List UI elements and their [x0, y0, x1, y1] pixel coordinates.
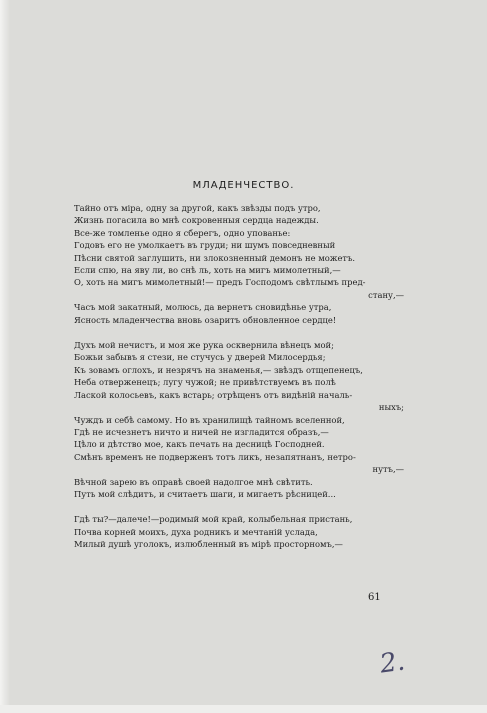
poem-line: Неба отверженецъ; лугу чужой; не привѣтствуемъ въ полѣ [74, 377, 336, 388]
poem-line: Часъ мой закатный, молюсь, да вернетъ сновидѣнье утра, [74, 302, 332, 313]
poem-line: Божьи забывъ я стези, не стучусь у дверей Милосердья; [74, 352, 326, 363]
poem-line: Къ зовамъ оглохъ, и незрячъ на знаменья,— звѣздъ отщепенецъ, [74, 364, 363, 375]
poem-line: Духъ мой нечистъ, и моя же рука осквернила вѣнецъ мой; [74, 340, 334, 351]
poem-line: Милый душѣ уголокъ, излюбленный въ мірѣ просторномъ,— [74, 539, 343, 550]
paper-edge-left [0, 0, 10, 713]
poem-line: стану,— [368, 289, 404, 300]
poem-line: Тайно отъ міра, одну за другой, какъ звѣзды подъ утро, [74, 203, 321, 213]
poem-line: О, хоть на мигъ мимолетный!— предъ Господомъ свѣтлымъ пред- [74, 277, 366, 288]
poem-line: Жизнь погасила во мнѣ сокровенныя сердца надежды. [74, 215, 319, 226]
poem-line: ныхъ; [378, 402, 404, 413]
poem-line: Все-же томленье одно я сберегъ, одно упованье: [74, 227, 291, 238]
poem-line: Пѣсни святой заглушить, ни злокозненный демонъ не можетъ. [74, 252, 356, 263]
poem-line: Чуждъ и себѣ самому. Но въ хранилищѣ тайномъ вселенной, [74, 414, 345, 425]
poem-title: МЛАДЕНЧЕСТВО. [192, 180, 295, 191]
poem-line: Годовъ его не умолкаетъ въ груди; ни шумъ повседневный [74, 240, 336, 251]
poem-line: Лаской колосьевъ, какъ встарь; отрѣщенъ отъ видѣній началь- [74, 389, 353, 400]
poem-line: Гдѣ ты?—далече!—родимый мой край, колыбельная пристань, [74, 514, 353, 525]
poem-line: Если спю, на яву ли, во снѣ ль, хоть на мигъ мимолетный,— [74, 265, 341, 276]
poem-line: Ясность младенчества вновь озаритъ обновленное сердце! [74, 314, 337, 325]
poem-line: Вѣчной зарею въ оправѣ своей надолгое мнѣ свѣтить. [74, 476, 313, 487]
poem-line: Цѣло и дѣтство мое, какъ печать на десницѣ Господней. [74, 439, 325, 450]
stanza [74, 202, 404, 326]
poem-line: Гдѣ не исчезнетъ ничто и ничей не изгладится образъ,— [74, 426, 329, 437]
poem-line: Почва корней моихъ, духа родникъ и мечтаній услада, [74, 526, 318, 537]
poem-line: Путь мой слѣдитъ, и считаетъ шаги, и мигаетъ рѣсницей... [74, 488, 336, 499]
paper-edge-bottom [0, 705, 487, 713]
poem-line: Смѣнъ временъ не подверженъ тотъ ликъ, незапятнанъ, нетро- [74, 451, 356, 462]
page-number: 61 [368, 592, 381, 603]
handwritten-mark: 2. [378, 646, 407, 680]
stanza [74, 513, 404, 550]
poem-line: нутъ,— [372, 464, 404, 475]
poem-body [74, 202, 404, 564]
stanza [74, 339, 404, 500]
